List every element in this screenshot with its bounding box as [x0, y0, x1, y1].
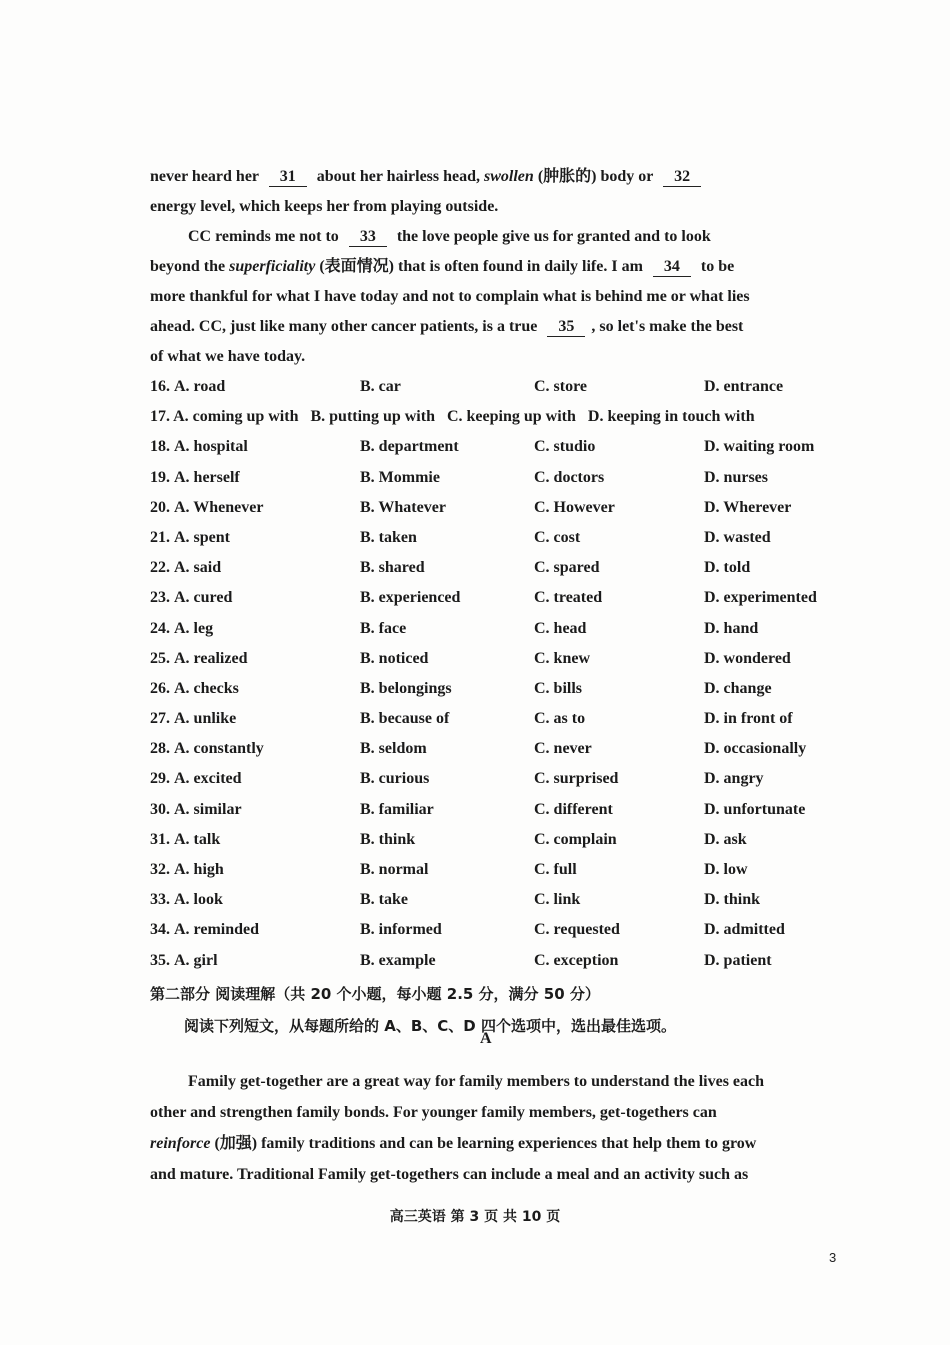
option-b: B. familiar	[360, 800, 434, 818]
option-b: B. noticed	[360, 649, 429, 667]
question-25: 25. A. realized B. noticed C. knew D. wondered	[150, 644, 832, 674]
option-a: A. said	[174, 559, 222, 577]
option-b: B. informed	[360, 921, 442, 939]
question-32: 32. A. high B. normal C. full D. low	[150, 855, 832, 885]
option-a: A. leg	[174, 619, 214, 637]
option-c: C. bills	[534, 679, 583, 697]
option-c: C. studio	[534, 438, 596, 456]
passage-label: A	[480, 1029, 492, 1047]
option-d: D. admitted	[704, 921, 785, 939]
option-b: B. Mommie	[360, 468, 440, 486]
option-b: B. experienced	[360, 589, 461, 607]
option-b: B. department	[360, 438, 459, 456]
blank-32: 32	[663, 168, 701, 187]
option-c: C. head	[534, 619, 587, 637]
option-c: C. cost	[534, 528, 581, 546]
option-c: C. treated	[534, 589, 603, 607]
blank-33: 33	[349, 228, 387, 247]
passage-line-3: CC reminds me not to 33 the love people give us for granted and to look	[188, 228, 711, 245]
passage-line-1: never heard her 31 about her hairless head, swollen (肿胀的) body or 32	[150, 162, 832, 192]
blank-35: 35	[547, 318, 585, 337]
option-b: B. Whatever	[360, 498, 446, 516]
option-c: C. requested	[534, 921, 620, 939]
blank-34: 34	[653, 258, 691, 277]
option-b: B. think	[360, 830, 416, 848]
option-d: D. experimented	[704, 589, 817, 607]
question-20: 20. A. Whenever B. Whatever C. However D. Wherever	[150, 493, 832, 523]
option-a: A. checks	[174, 679, 239, 697]
option-b: B. example	[360, 951, 436, 969]
passage-line-5: more thankful for what I have today and not to complain what is behind me or what lies	[150, 288, 750, 305]
passage-a-line-3: reinforce (加强) family traditions and can be learning experiences that help them to grow	[150, 1134, 757, 1152]
question-23: 23. A. cured B. experienced C. treated D. experimented	[150, 583, 832, 613]
question-29: 29. A. excited B. curious C. surprised D. angry	[150, 764, 832, 794]
option-d: D. Wherever	[704, 498, 792, 516]
option-a: A. herself	[174, 468, 240, 486]
option-d: D. ask	[704, 830, 747, 848]
option-a: A. spent	[174, 528, 231, 546]
option-b: B. because of	[360, 710, 450, 728]
option-d: D. told	[704, 559, 751, 577]
option-d: D. occasionally	[704, 740, 807, 758]
option-a: A. hospital	[174, 438, 248, 456]
page-number: 3	[829, 1250, 837, 1265]
question-19: 19. A. herself B. Mommie C. doctors D. nurses	[150, 463, 832, 493]
option-d: D. wondered	[704, 649, 791, 667]
option-b: B. shared	[360, 559, 425, 577]
option-a: A. Whenever	[174, 498, 264, 516]
option-d: D. change	[704, 679, 772, 697]
option-c: C. keeping up with	[446, 408, 576, 426]
option-d: D. think	[704, 891, 761, 909]
exam-content	[150, 162, 832, 1190]
option-a: A. cured	[174, 589, 233, 607]
option-c: C. exception	[534, 951, 619, 969]
option-d: D. hand	[704, 619, 759, 637]
option-c: C. never	[534, 740, 592, 758]
option-d: D. nurses	[704, 468, 769, 486]
page-footer: 高三英语 第 3 页 共 10 页	[389, 1209, 561, 1225]
question-34: 34. A. reminded B. informed C. requested D. admitted	[150, 915, 832, 945]
passage-line-6: ahead. CC, just like many other cancer patients, is a true 35 , so let's make the best	[150, 318, 744, 335]
option-b: B. belongings	[360, 679, 452, 697]
option-c: C. store	[534, 378, 588, 395]
option-b: B. normal	[360, 861, 429, 878]
passage-line-7: of what we have today.	[150, 348, 306, 365]
option-d: D. patient	[704, 951, 772, 969]
question-24: 24. A. leg B. face C. head D. hand	[150, 614, 832, 644]
option-b: B. putting up with	[310, 408, 435, 426]
option-a: A. realized	[174, 649, 248, 667]
question-33: 33. A. look B. take C. link D. think	[150, 885, 832, 915]
option-c: C. knew	[534, 649, 591, 667]
option-d: D. in front of	[704, 710, 793, 728]
option-d: D. angry	[704, 770, 764, 788]
option-d: D. unfortunate	[704, 800, 806, 818]
option-c: C. as to	[534, 710, 586, 728]
option-a: A. high	[174, 861, 224, 878]
option-a: A. talk	[174, 830, 221, 848]
question-21: 21. A. spent B. taken C. cost D. wasted	[150, 523, 832, 553]
option-d: D. waiting room	[704, 438, 815, 456]
question-28: 28. A. constantly B. seldom C. never D. occasionally	[150, 734, 832, 764]
passage-line-2: energy level, which keeps her from playing outside.	[150, 198, 499, 215]
option-b: B. taken	[360, 528, 417, 546]
passage-label-row	[150, 1029, 832, 1066]
option-d: D. low	[704, 861, 748, 878]
option-a: A. look	[174, 891, 223, 909]
option-d: D. entrance	[704, 378, 784, 395]
question-22: 22. A. said B. shared C. spared D. told	[150, 553, 832, 583]
section-heading: 第二部分 阅读理解（共 20 个小题，每小题 2.5 分，满分 50 分）	[150, 984, 600, 1003]
passage-a-line-1: Family get-together are a great way for family members to understand the lives each	[188, 1072, 765, 1090]
option-a: A. reminded	[174, 921, 260, 939]
question-17	[150, 402, 832, 432]
option-b: B. seldom	[360, 740, 427, 758]
passage-a-line-2: other and strengthen family bonds. For younger family members, get-togethers can	[150, 1103, 717, 1121]
option-c: C. However	[534, 498, 615, 516]
option-c: C. different	[534, 800, 613, 818]
passage-a-line-4: and mature. Traditional Family get-togethers can include a meal and an activity such as	[150, 1165, 749, 1183]
question-26: 26. A. checks B. belongings C. bills D. change	[150, 674, 832, 704]
option-b: B. face	[360, 619, 407, 637]
option-b: B. curious	[360, 770, 430, 788]
option-a: A. similar	[174, 800, 242, 818]
option-a: A. road	[174, 378, 226, 395]
option-a: A. excited	[174, 770, 242, 788]
question-35: 35. A. girl B. example C. exception D. patient	[150, 946, 832, 976]
option-c: C. link	[534, 891, 581, 909]
option-b: B. car	[360, 378, 401, 395]
option-d: D. keeping in touch with	[587, 408, 755, 426]
option-c: C. full	[534, 861, 577, 878]
blank-31: 31	[269, 168, 307, 187]
option-c: C. complain	[534, 830, 617, 848]
option-d: D. wasted	[704, 528, 771, 546]
option-a: 17. A. coming up with	[150, 408, 299, 426]
question-27: 27. A. unlike B. because of C. as to D. in front of	[150, 704, 832, 734]
question-16: 16. A. road B. car C. store D. entrance	[150, 372, 832, 402]
passage-line-4: beyond the superficiality (表面情况) that is often found in daily life. I am 34 to be	[150, 258, 735, 275]
option-b: B. take	[360, 891, 408, 909]
option-a: A. girl	[174, 951, 218, 969]
option-a: A. constantly	[174, 740, 264, 758]
option-c: C. surprised	[534, 770, 619, 788]
option-c: C. spared	[534, 559, 600, 577]
option-c: C. doctors	[534, 468, 605, 486]
question-18: 18. A. hospital B. department C. studio D. waiting room	[150, 432, 832, 462]
section-instruction: 阅读下列短文，从每题所给的 A、B、C、D 四个选项中，选出最佳选项。	[184, 1016, 676, 1035]
question-31: 31. A. talk B. think C. complain D. ask	[150, 825, 832, 855]
option-a: A. unlike	[174, 710, 237, 728]
question-list	[150, 432, 832, 975]
question-30: 30. A. similar B. familiar C. different D. unfortunate	[150, 795, 832, 825]
